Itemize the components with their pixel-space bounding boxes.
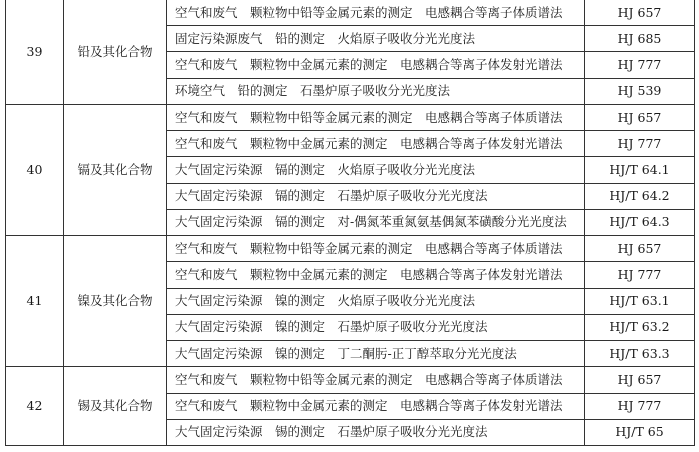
standard-code: HJ 685 bbox=[585, 26, 695, 52]
pollutant-name: 镍及其化合物 bbox=[64, 236, 167, 367]
method-name: 空气和废气 颗粒物中金属元素的测定 电感耦合等离子体发射光谱法 bbox=[167, 393, 585, 419]
method-name: 环境空气 铅的测定 石墨炉原子吸收分光光度法 bbox=[167, 78, 585, 104]
standard-code: HJ/T 64.2 bbox=[585, 183, 695, 209]
standards-table bbox=[5, 0, 695, 446]
pollutant-name: 铅及其化合物 bbox=[64, 0, 167, 104]
standard-code: HJ 657 bbox=[585, 236, 695, 262]
item-number: 39 bbox=[6, 0, 64, 104]
pollutant-name: 镉及其化合物 bbox=[64, 104, 167, 235]
method-name: 空气和废气 颗粒物中铅等金属元素的测定 电感耦合等离子体质谱法 bbox=[167, 236, 585, 262]
table-row bbox=[6, 236, 695, 262]
standard-code: HJ 657 bbox=[585, 0, 695, 26]
method-name: 空气和废气 颗粒物中铅等金属元素的测定 电感耦合等离子体质谱法 bbox=[167, 367, 585, 393]
table-row bbox=[6, 0, 695, 26]
standard-code: HJ 657 bbox=[585, 104, 695, 130]
standard-code: HJ/T 63.3 bbox=[585, 341, 695, 367]
method-name: 大气固定污染源 锡的测定 石墨炉原子吸收分光光度法 bbox=[167, 419, 585, 445]
standard-code: HJ/T 63.1 bbox=[585, 288, 695, 314]
method-name: 空气和废气 颗粒物中金属元素的测定 电感耦合等离子体发射光谱法 bbox=[167, 52, 585, 78]
method-name: 大气固定污染源 镍的测定 火焰原子吸收分光光度法 bbox=[167, 288, 585, 314]
method-name: 空气和废气 颗粒物中金属元素的测定 电感耦合等离子体发射光谱法 bbox=[167, 262, 585, 288]
standard-code: HJ/T 64.1 bbox=[585, 157, 695, 183]
method-name: 大气固定污染源 镉的测定 对-偶氮苯重氮氨基偶氮苯磺酸分光光度法 bbox=[167, 209, 585, 235]
method-name: 大气固定污染源 镉的测定 火焰原子吸收分光光度法 bbox=[167, 157, 585, 183]
standard-code: HJ/T 64.3 bbox=[585, 209, 695, 235]
table-row bbox=[6, 367, 695, 393]
table-row bbox=[6, 104, 695, 130]
method-name: 空气和废气 颗粒物中铅等金属元素的测定 电感耦合等离子体质谱法 bbox=[167, 104, 585, 130]
item-number: 41 bbox=[6, 236, 64, 367]
standard-code: HJ 777 bbox=[585, 262, 695, 288]
item-number: 42 bbox=[6, 367, 64, 446]
method-name: 空气和废气 颗粒物中金属元素的测定 电感耦合等离子体发射光谱法 bbox=[167, 131, 585, 157]
item-number: 40 bbox=[6, 104, 64, 235]
method-name: 大气固定污染源 镍的测定 丁二酮肟-正丁醇萃取分光光度法 bbox=[167, 341, 585, 367]
standard-code: HJ/T 63.2 bbox=[585, 314, 695, 340]
method-name: 大气固定污染源 镍的测定 石墨炉原子吸收分光光度法 bbox=[167, 314, 585, 340]
standard-code: HJ 777 bbox=[585, 131, 695, 157]
standard-code: HJ 777 bbox=[585, 52, 695, 78]
method-name: 空气和废气 颗粒物中铅等金属元素的测定 电感耦合等离子体质谱法 bbox=[167, 0, 585, 26]
table-body bbox=[6, 0, 695, 446]
standard-code: HJ/T 65 bbox=[585, 419, 695, 445]
method-name: 大气固定污染源 镉的测定 石墨炉原子吸收分光光度法 bbox=[167, 183, 585, 209]
standard-code: HJ 777 bbox=[585, 393, 695, 419]
pollutant-name: 锡及其化合物 bbox=[64, 367, 167, 446]
method-name: 固定污染源废气 铅的测定 火焰原子吸收分光光度法 bbox=[167, 26, 585, 52]
standard-code: HJ 657 bbox=[585, 367, 695, 393]
standard-code: HJ 539 bbox=[585, 78, 695, 104]
